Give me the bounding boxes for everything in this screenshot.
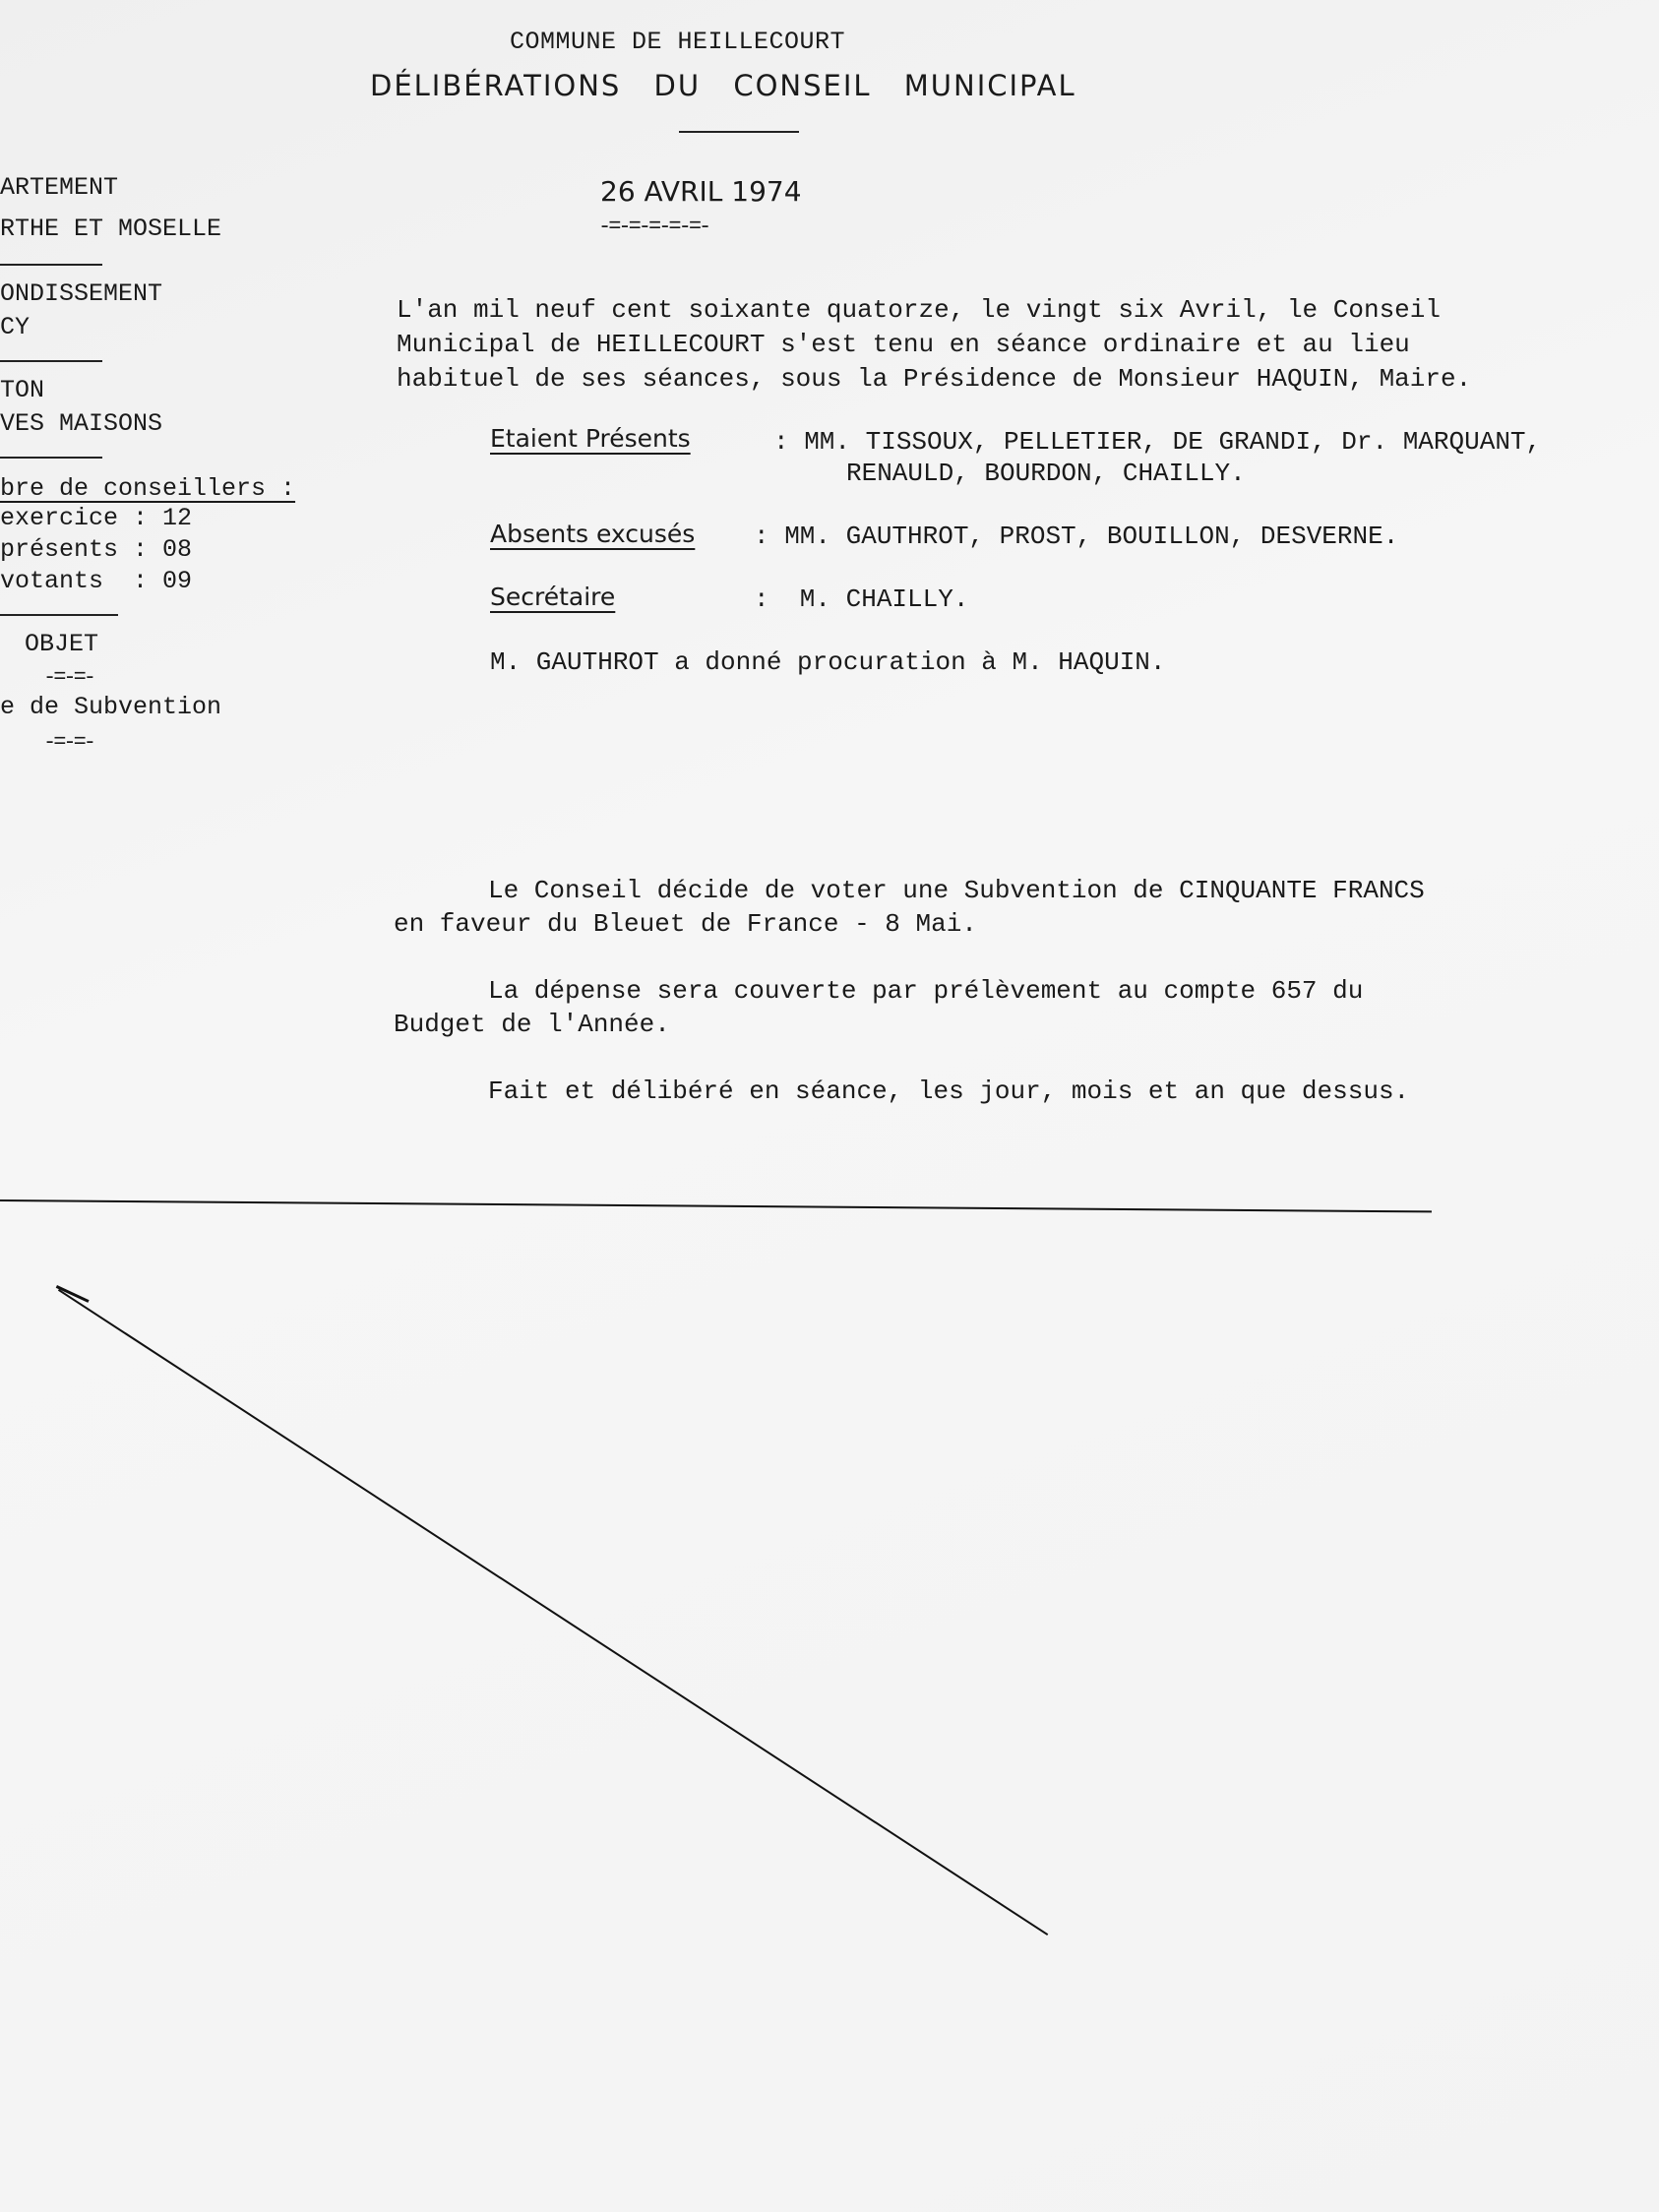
decision-line-1: Le Conseil décide de voter une Subvention de CINQUANTE FRANCS [488, 876, 1425, 905]
presents-label: Etaient Présents [490, 424, 691, 453]
diagonal-strike-line [58, 1289, 1048, 1936]
sidebar-objet-value: e de Subvention [0, 693, 222, 721]
sidebar-votants: votants : 09 [0, 567, 193, 595]
sidebar-objet-label: OBJET [25, 630, 99, 658]
secretaire-name: : M. CHAILLY. [754, 584, 969, 614]
header-rule [679, 131, 799, 133]
sidebar-divider [0, 614, 118, 616]
presents-list-line-2: RENAULD, BOURDON, CHAILLY. [846, 459, 1246, 488]
commune-heading: COMMUNE DE HEILLECOURT [510, 28, 846, 56]
secretaire-label: Secrétaire [490, 583, 616, 611]
separator-line [0, 1199, 1432, 1212]
sidebar-presents: présents : 08 [0, 535, 193, 564]
sidebar-canton-value: VES MAISONS [0, 409, 163, 438]
sidebar-exercice: exercice : 12 [0, 504, 193, 532]
sidebar-divider [0, 457, 102, 459]
decision-line-2: en faveur du Bleuet de France - 8 Mai. [394, 909, 977, 939]
sidebar-canton-label: TON [0, 376, 45, 404]
intro-line-3: habituel de ses séances, sous la Présidence de Monsieur HAQUIN, Maire. [397, 364, 1472, 394]
sidebar-arrondissement-label: ONDISSEMENT [0, 279, 163, 308]
closing-statement: Fait et délibéré en séance, les jour, mois et an que dessus. [488, 1076, 1410, 1106]
absents-list: : MM. GAUTHROT, PROST, BOUILLON, DESVERNE. [754, 522, 1399, 551]
expense-line-1: La dépense sera couverte par prélèvement au compte 657 du [488, 976, 1364, 1006]
presents-list-line-1: : MM. TISSOUX, PELLETIER, DE GRANDI, Dr. MARQUANT, [773, 427, 1542, 457]
absents-label: Absents excusés [490, 520, 696, 548]
sidebar-departement-label: ARTEMENT [0, 173, 119, 202]
intro-line-1: L'an mil neuf cent soixante quatorze, le vingt six Avril, le Conseil [397, 295, 1441, 325]
sidebar-divider [0, 360, 102, 362]
expense-line-2: Budget de l'Année. [394, 1010, 670, 1039]
session-date: 26 AVRIL 1974 [600, 175, 802, 208]
sidebar-arrondissement-value: CY [0, 313, 31, 341]
intro-line-2: Municipal de HEILLECOURT s'est tenu en séance ordinaire et au lieu [397, 330, 1410, 359]
document-title: DÉLIBÉRATIONS DU CONSEIL MUNICIPAL [370, 69, 1076, 102]
procuration-note: M. GAUTHROT a donné procuration à M. HAQUIN. [490, 647, 1166, 677]
sidebar-departement-value: RTHE ET MOSELLE [0, 215, 222, 243]
date-ornament: -=-=-=-=-=- [598, 215, 709, 239]
sidebar-conseillers-label: bre de conseillers : [0, 474, 296, 503]
objet-ornament: -=-=- [43, 730, 94, 755]
objet-ornament: -=-=- [43, 665, 94, 690]
sidebar-divider [0, 264, 102, 266]
